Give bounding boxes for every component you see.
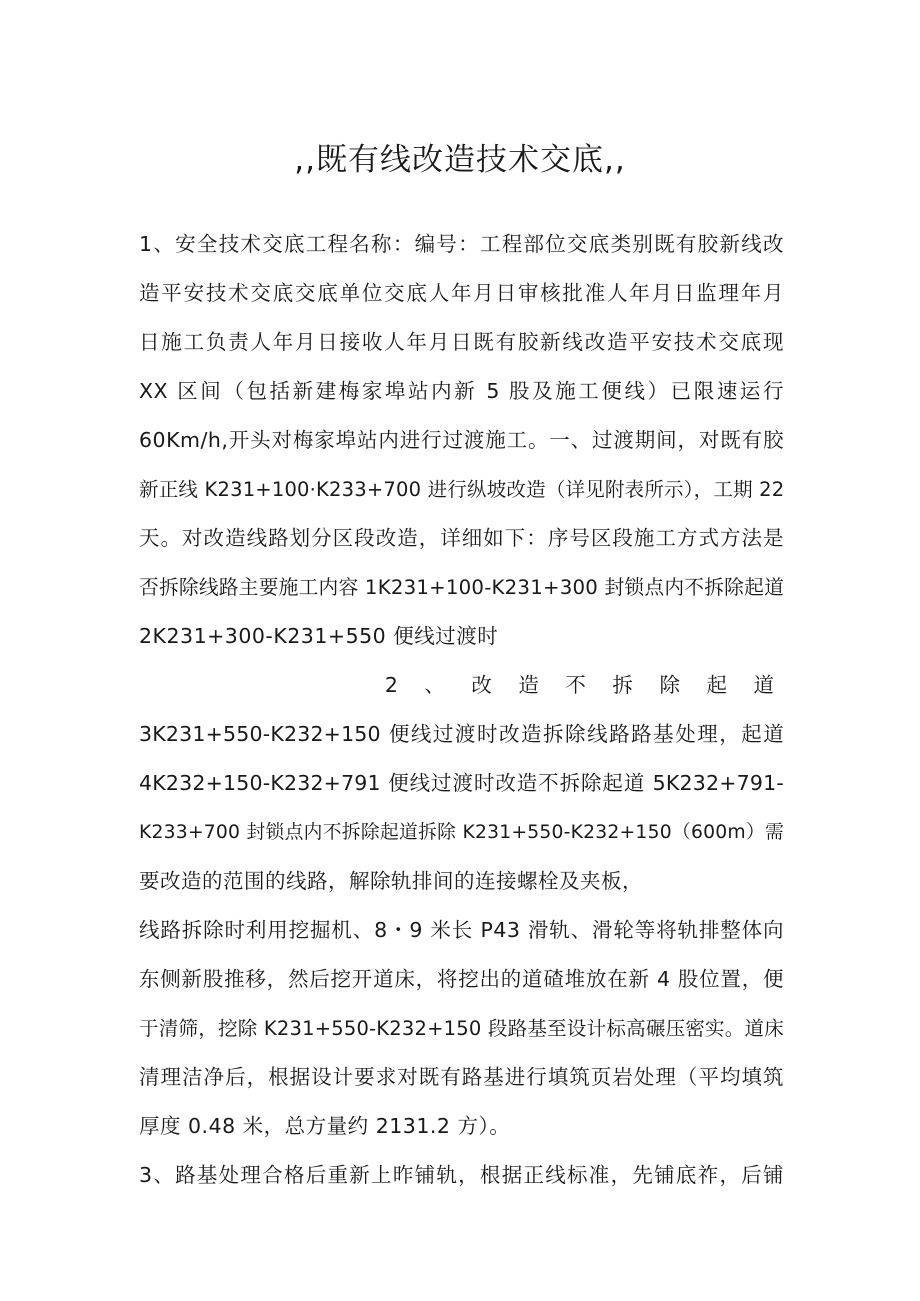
text-line: 新正线 K231+100·K233+700 进行纵坡改造（详见附表所示），工期 22 [139, 478, 785, 501]
text-line: 要改造的范围的线路，解除轨排间的连接螺栓及夹板， [139, 869, 643, 893]
text-line: K233+700 封锁点内不拆除起道拆除 K231+550-K232+150（600m）需 [139, 822, 784, 843]
text-line: 4K232+150-K232+791 便线过渡时改造不拆除起道 5K232+791- [139, 771, 784, 795]
text-line: 于清筛，挖除 K231+550-K232+150 段路基至设计标高碾压密实。道床 [139, 1017, 784, 1040]
text-line: 1、安全技术交底工程名称：编号：工程部位交底类别既有胶新线改 [139, 232, 784, 256]
text-line: 东侧新股推移，然后挖开道床，将挖出的道碴堆放在新 4 股位置，便 [139, 967, 784, 991]
text-line: 3、路基处理合格后重新上昨铺轨，根据正线标准，先铺底祚，后铺 [139, 1163, 784, 1187]
text-line: 否拆除线路主要施工内容 1K231+100-K231+300 封锁点内不拆除起道 [139, 576, 785, 599]
text-line: 天。对改造线路划分区段改造，详细如下：序号区段施工方式方法是 [139, 526, 784, 550]
text-line: 厚度 0.48 米，总方量约 2131.2 方）。 [139, 1114, 511, 1138]
text-line: XX 区间（包括新建梅家埠站内新 5 股及施工便线）已限速运行 [139, 379, 784, 403]
document-title: ,,既有线改造技术交底,, [294, 142, 626, 178]
text-line: 造平安技术交底交底单位交底人年月日审核批准人年月日监理年月 [139, 281, 784, 305]
text-line: 清理洁净后，根据设计要求对既有路基进行填筑页岩处理（平均填筑 [139, 1065, 784, 1089]
text-line: 3K231+550-K232+150 便线过渡时改造拆除线路路基处理，起道 [139, 722, 784, 746]
text-line: 2 、 改 造 不 拆 除 起 道 [384, 673, 784, 697]
text-line: 日施工负责人年月日接收人年月日既有胶新线改造平安技术交底现 [139, 330, 784, 354]
text-line: 线路拆除时利用挖掘机、8・9 米长 P43 滑轨、滑轮等将轨排整体向 [139, 918, 784, 942]
document-body [139, 220, 784, 1200]
text-line: 60Km∕h,开头对梅家埠站内进行过渡施工。一、过渡期间，对既有胶 [139, 428, 784, 452]
text-line: 2K231+300-K231+550 便线过渡时 [139, 624, 499, 648]
